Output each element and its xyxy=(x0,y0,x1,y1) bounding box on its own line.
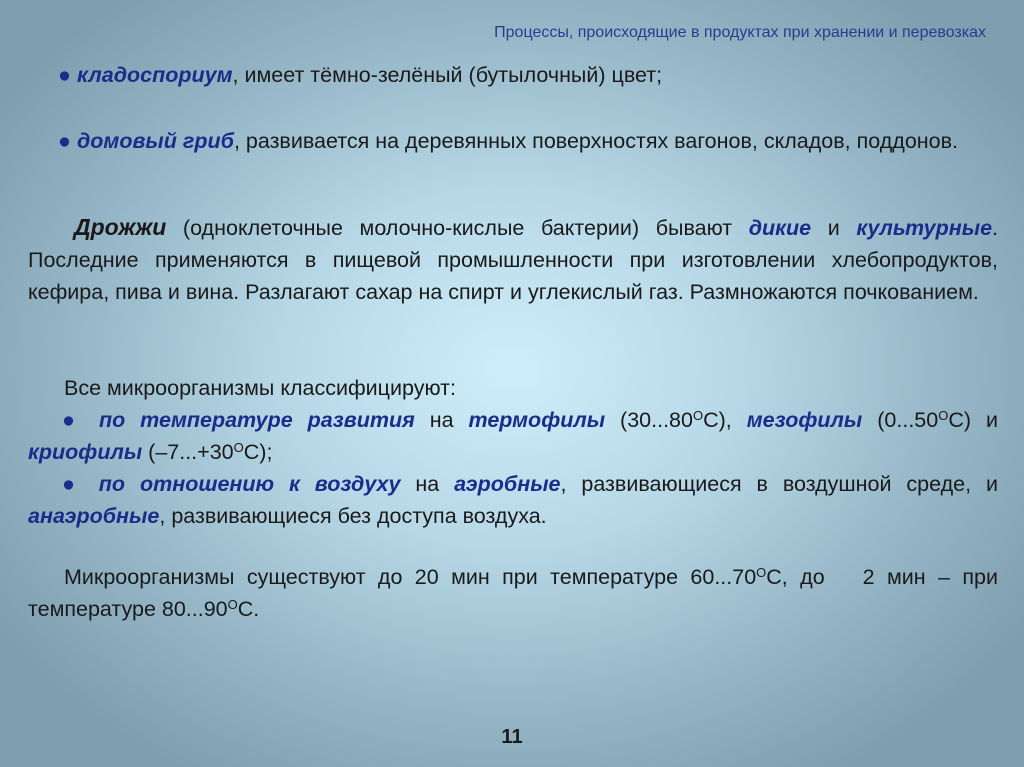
term-mesophiles: мезофилы xyxy=(746,408,863,432)
term-anaerobic: анаэробные xyxy=(28,504,160,528)
bullet-icon: ● xyxy=(58,63,71,87)
label-by-air: по отношению к воздуху xyxy=(98,472,401,496)
bullet-icon: ● xyxy=(62,472,84,496)
term-aerobic: аэробные xyxy=(454,472,561,496)
paragraph-cladosporium xyxy=(28,59,998,91)
classification-intro: Все микроорганизмы классифицируют: xyxy=(64,376,456,400)
paragraph-yeast: Дрожжи (одноклеточные молочно-кислые бактерии) бывают дикие и культурные. Последние применяются в пищевой промышленности при изготовлении хлебопродуктов, кефира, пива и вина. Разлагают сахар на спирт и углекислый газ. Размножаются почкованием. xyxy=(28,214,999,304)
term-cladosporium: кладоспориум xyxy=(76,63,233,87)
bullet-icon: ● xyxy=(58,129,71,153)
term-yeast: Дрожжи xyxy=(74,214,167,240)
label-by-temperature: по температуре развития xyxy=(98,408,415,432)
term-cultured: культурные xyxy=(856,216,993,240)
page-number: 11 xyxy=(501,726,523,748)
paragraph-survival: Микроорганизмы существуют до 20 мин при температуре $60...70^ОС$, до 2 мин – при температуре $80...90^ОС$. xyxy=(28,565,998,621)
paragraph-house-fungus xyxy=(28,125,998,157)
slide-header: Процессы, происходящие в продуктах при хранении и перевозках xyxy=(494,24,986,41)
bullet-icon: ● xyxy=(62,408,84,432)
term-thermophiles: термофилы xyxy=(468,408,606,432)
paragraph-classification: Все микроорганизмы классифицируют: ● по температуре развития на термофилы $(30...80^ОС)$, мезофилы $(0...50^ОС)$ и криофилы $(-7...+30^ОС)$; ● по отношению к воздуху на аэробные, развивающиеся в воздушной среде, и анаэробные, развивающиеся без доступа воздуха. xyxy=(28,372,998,532)
house-fungus-text: , развивается на деревянных поверхностях вагонов, складов, поддонов. xyxy=(233,129,959,153)
cladosporium-text: , имеет тёмно-зелёный (бутылочный) цвет; xyxy=(232,63,663,87)
term-cryophiles: криофилы xyxy=(28,440,143,464)
term-house-fungus: домовый гриб xyxy=(76,129,234,153)
term-wild: дикие xyxy=(748,216,812,240)
